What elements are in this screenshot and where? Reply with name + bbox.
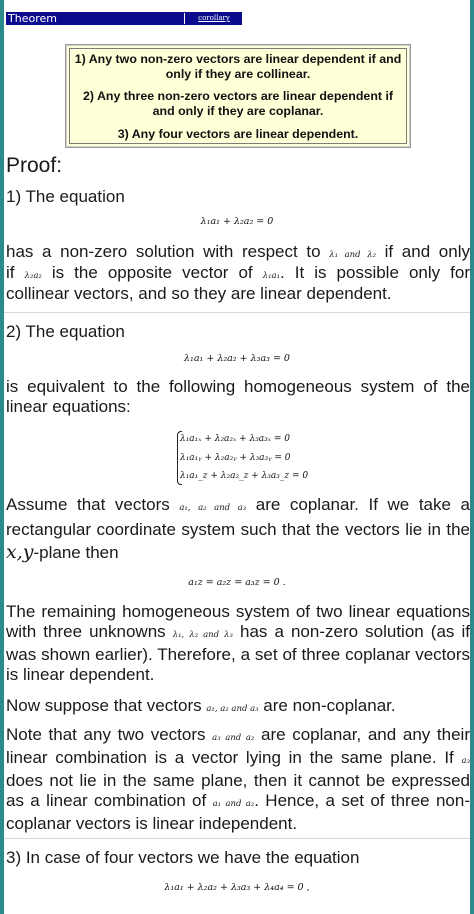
- part1-line2: [6, 263, 470, 286]
- part1-text-f: collinear vectors, and so they are linear dependent.: [6, 284, 392, 303]
- vector-a3: a₃: [461, 756, 470, 766]
- vectors-a1-a2-a3: a₁, a₂ and a₃: [179, 503, 247, 513]
- part2-note: [6, 725, 470, 834]
- part1-text-c: if: [6, 263, 15, 282]
- theorem-item-3: 3) Any four vectors are linear dependent.: [117, 127, 359, 141]
- header-bar: [6, 12, 242, 25]
- lambdas-1-2-3: λ₁, λ₂ and λ₃: [172, 630, 233, 640]
- vectors-a1-a2: a₁ and a₂: [212, 799, 255, 809]
- part3-intro: 3) In case of four vectors we have the equation: [6, 848, 360, 867]
- lambda2-a2: λ₂a₂: [24, 271, 42, 281]
- part2-text-b2: are coplanar. If we take a rectangular coordinate system such that the vectors lie in the: [6, 495, 470, 539]
- system-eq-2: λ₁a₁ᵧ + λ₂a₂ᵧ + λ₃a₃ᵧ = 0: [180, 452, 291, 463]
- vectors-a1-a2-a3-b: a₁, a₂ and a₃: [206, 704, 259, 714]
- theorem-item-1: 1) Any two non-zero vectors are linear dependent if and only if they are collinear.: [74, 52, 402, 81]
- part2-text-c2: has a non-zero solution (as if was shown earlier). Therefore, a set of three coplanar vectors is linear dependent.: [6, 622, 470, 684]
- part2-text-e3: does not lie in the same plane, then it cannot be expressed as a linear combination of: [6, 771, 470, 810]
- part1-text-b: if and only: [384, 242, 470, 261]
- proof-heading: Proof:: [6, 154, 63, 177]
- theorem-item-2: 2) Any three non-zero vectors are linear dependent if and only if they are coplanar.: [82, 89, 394, 118]
- part2-text-a: is equivalent to the following homogeneous system of the linear equations:: [6, 377, 470, 416]
- page-frame: [4, 0, 470, 914]
- part1-intro: 1) The equation: [6, 187, 125, 206]
- header-separator: [184, 13, 185, 24]
- xy-plane: x,y: [6, 541, 34, 563]
- vectors-a3-a2: a₃ and a₂: [212, 733, 255, 743]
- part2-text-e1: Note that any two vectors: [6, 725, 206, 744]
- divider-2: [4, 838, 470, 839]
- system-eq-1: λ₁a₁ₓ + λ₂a₂ₓ + λ₃a₃ₓ = 0: [180, 434, 290, 444]
- theorem-box: [65, 44, 411, 148]
- system-eq-3: λ₁a₁_z + λ₂a₂_z + λ₃a₃_z = 0: [180, 471, 309, 481]
- part2-equation: λ₁a₁ + λ₂a₂ + λ₃a₃ = 0: [184, 353, 290, 364]
- part1-text-e: . It is possible only for: [280, 263, 470, 282]
- part1-text-d: is the opposite vector of: [51, 263, 253, 282]
- part2-text-b3: -plane then: [33, 543, 119, 562]
- part2-text-c1: The remaining homogeneous system of two linear equations with three unknowns: [6, 602, 470, 641]
- part2-intro: 2) The equation: [6, 322, 125, 341]
- theorem-tab: Theorem: [8, 12, 57, 25]
- part2-text-d2: are non-coplanar.: [263, 696, 396, 715]
- part2-text-d1: Now suppose that vectors: [6, 696, 202, 715]
- part1-equation: λ₁a₁ + λ₂a₂ = 0: [200, 216, 274, 227]
- lambda-pair: λ₁ and λ₂: [329, 250, 376, 260]
- part1-line1: [6, 242, 470, 265]
- corollary-link[interactable]: corollary: [198, 14, 230, 22]
- lambda1-a1: λ₁a₁: [262, 271, 280, 281]
- part2-remaining: [6, 602, 470, 685]
- part3-equation: λ₁a₁ + λ₂a₂ + λ₃a₃ + λ₄a₄ = 0 ,: [164, 882, 310, 893]
- part2-now-suppose: [6, 696, 470, 719]
- part1-text-a: has a non-zero solution with respect to: [6, 242, 321, 261]
- part2-assume: [6, 494, 470, 564]
- part2-text-e4: . Hence, a set of three non-coplanar vectors is linear independent.: [6, 791, 470, 833]
- part2-text-b1: Assume that vectors: [6, 495, 170, 514]
- coplanar-zero-equation: a₁z = a₂z = a₃z = 0 .: [188, 577, 286, 588]
- equation-system: [180, 430, 308, 486]
- part2-text-e2: are coplanar, and any their linear combination is a vector lying in the same plane. If: [6, 725, 470, 767]
- divider: [4, 312, 470, 313]
